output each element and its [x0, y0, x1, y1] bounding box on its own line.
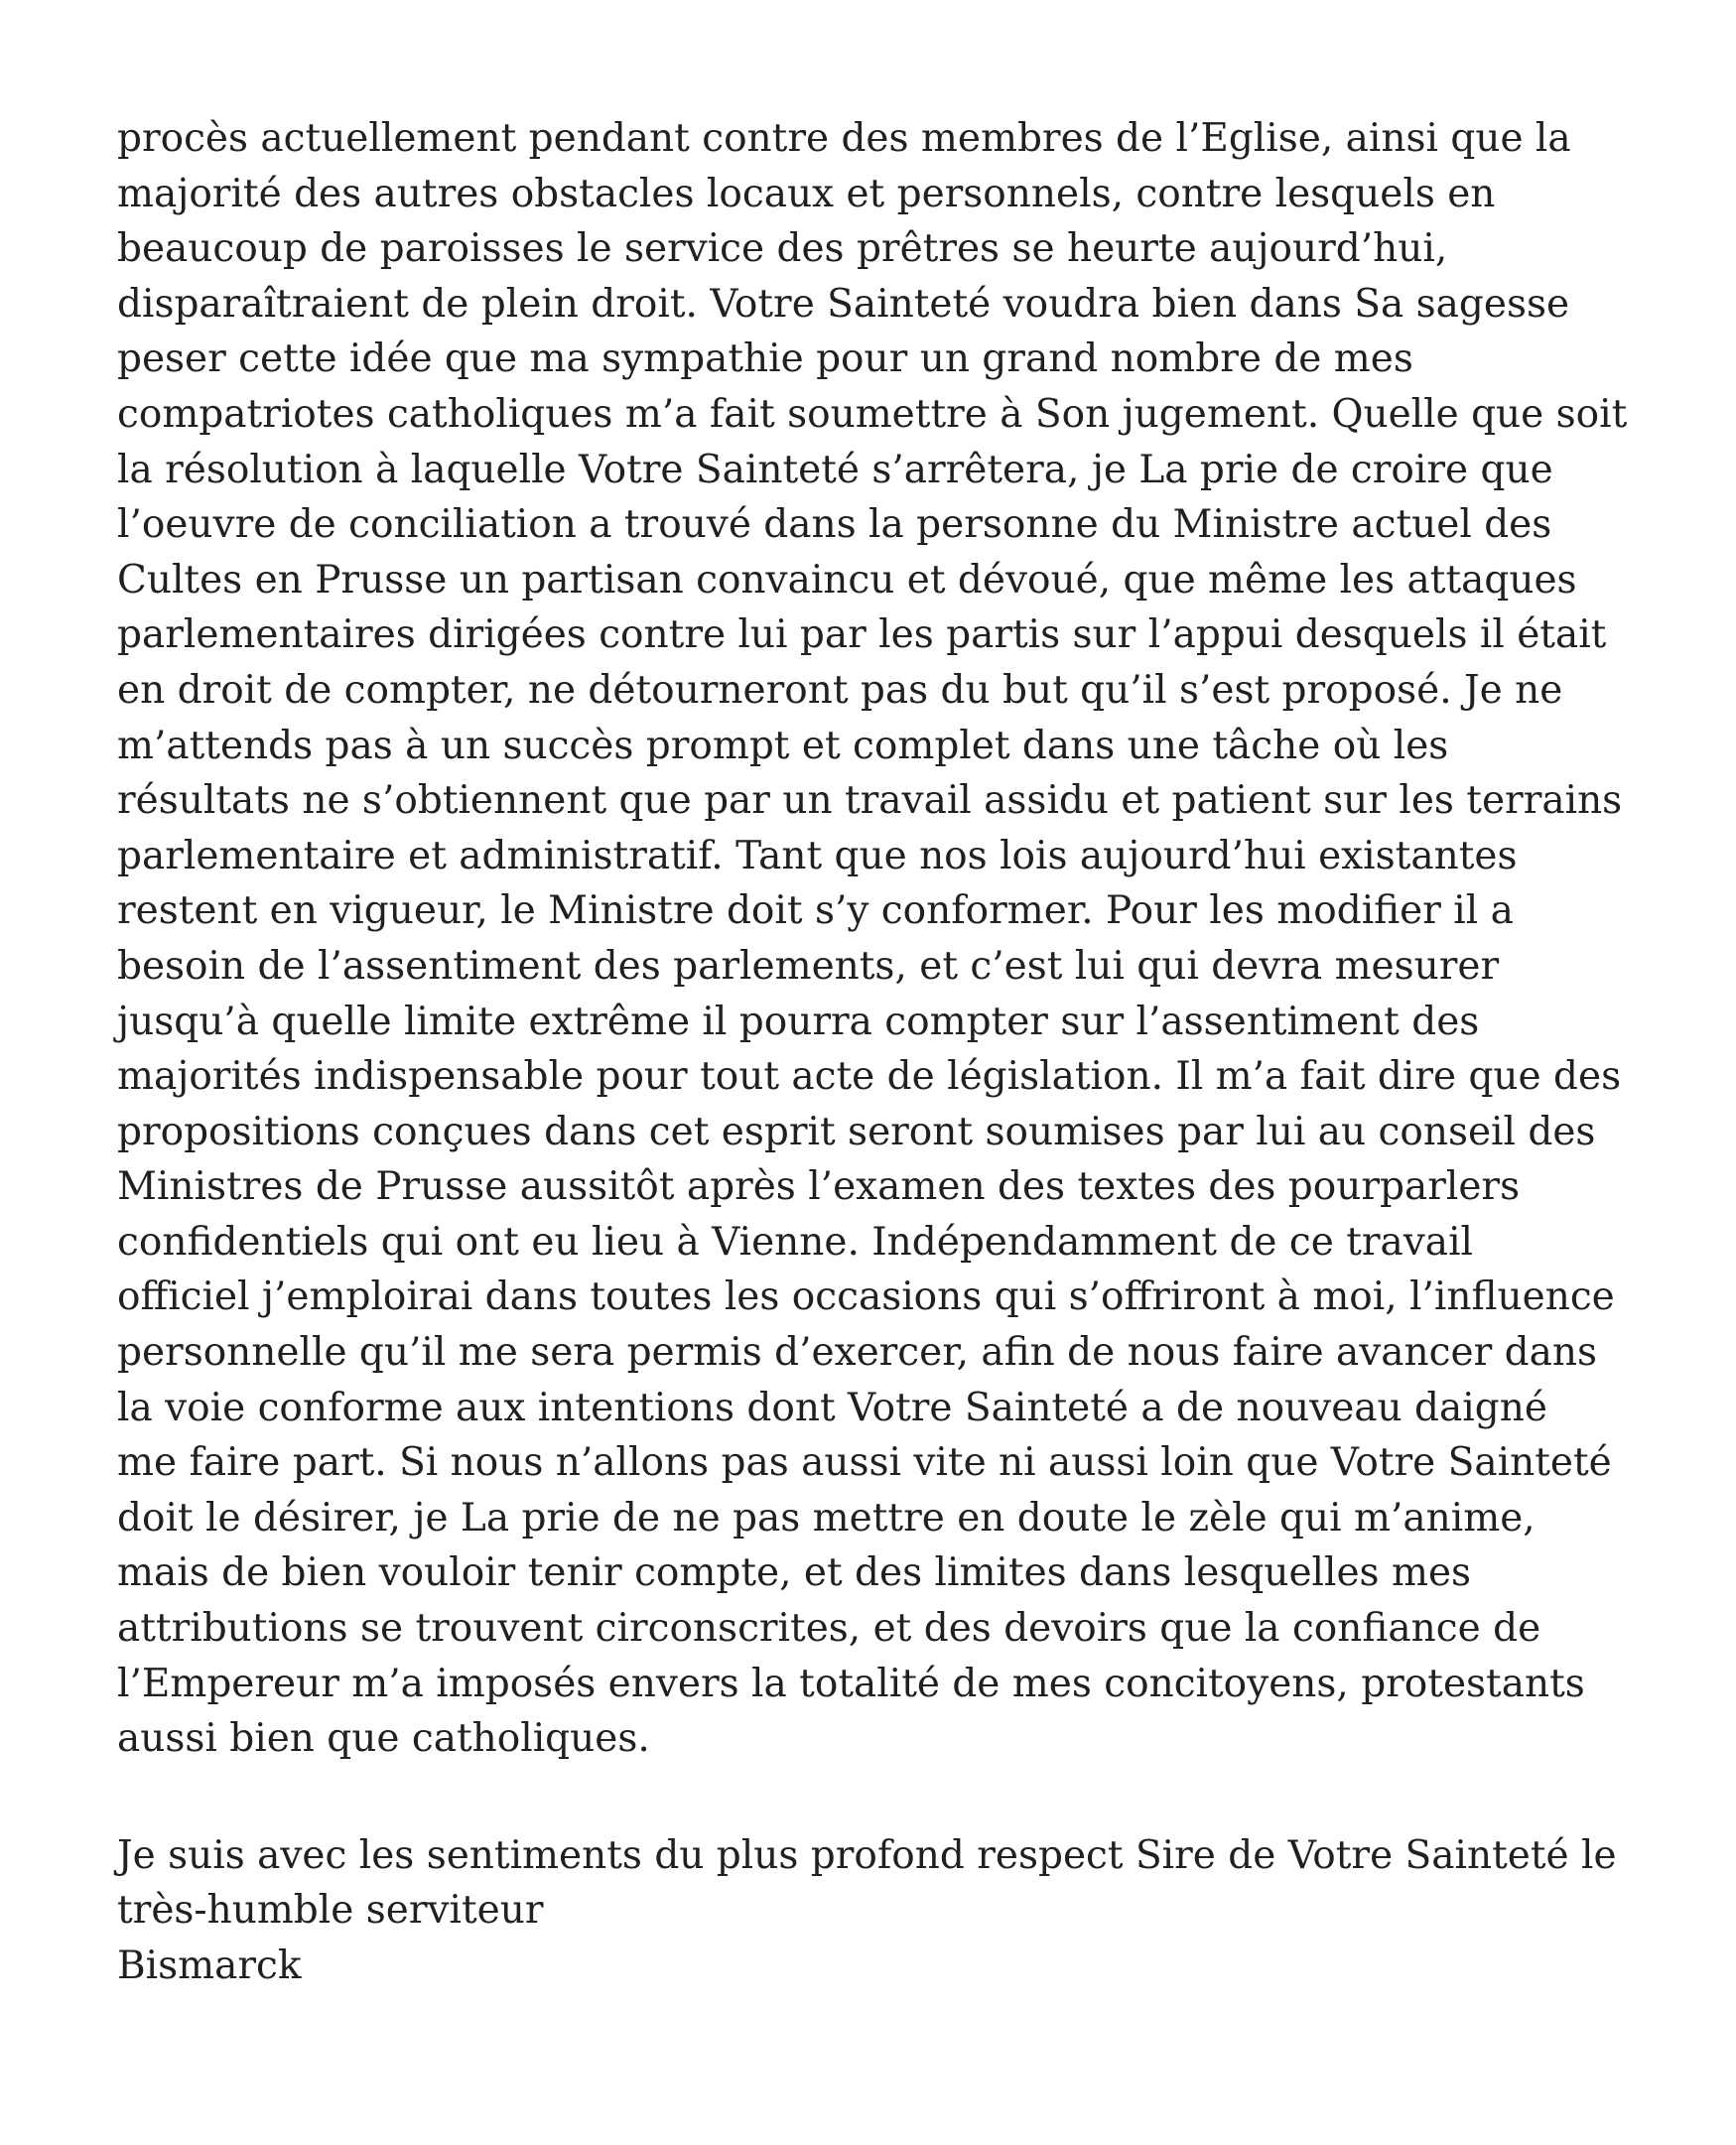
- letter-body: [117, 111, 1636, 1767]
- body-line: procès actuellement pendant contre des membres de l’Eglise, ainsi que la: [117, 116, 1571, 161]
- body-line: personnelle qu’il me sera permis d’exercer, afin de nous faire avancer dans: [117, 1330, 1597, 1376]
- body-line: compatriotes catholiques m’a fait soumettre à Son jugement. Quelle que soit: [117, 391, 1628, 437]
- body-line: attributions se trouvent circonscrites, et des devoirs que la confiance de: [117, 1606, 1541, 1652]
- body-line: officiel j’emploirai dans toutes les occasions qui s’offriront à moi, l’influence: [117, 1274, 1615, 1320]
- body-line: me faire part. Si nous n’allons pas aussi vite ni aussi loin que Votre Sainteté: [117, 1440, 1612, 1486]
- body-line: restent en vigueur, le Ministre doit s’y conformer. Pour les modifier il a: [117, 888, 1514, 934]
- body-line: peser cette idée que ma sympathie pour un grand nombre de mes: [117, 336, 1413, 382]
- body-line: parlementaires dirigées contre lui par les partis sur l’appui desquels il était: [117, 612, 1607, 658]
- body-line: doit le désirer, je La prie de ne pas mettre en doute le zèle qui m’anime,: [117, 1495, 1536, 1541]
- body-line: la voie conforme aux intentions dont Votre Sainteté a de nouveau daigné: [117, 1385, 1547, 1430]
- body-line: l’oeuvre de conciliation a trouvé dans la personne du Ministre actuel des: [117, 502, 1552, 548]
- signature: Bismarck: [117, 1944, 302, 1988]
- body-line: en droit de compter, ne détourneront pas du but qu’il s’est proposé. Je ne: [117, 667, 1563, 713]
- letter-closing: [117, 1828, 1636, 1994]
- closing-line: Je suis avec les sentiments du plus profond respect Sire de Votre Sainteté le: [117, 1832, 1617, 1878]
- body-line: Ministres de Prusse aussitôt après l’examen des textes des pourparlers: [117, 1164, 1521, 1210]
- body-line: confidentiels qui ont eu lieu à Vienne. Indépendamment de ce travail: [117, 1219, 1474, 1265]
- paragraph-gap: [117, 1767, 1636, 1828]
- body-line: propositions conçues dans cet esprit seront soumises par lui au conseil des: [117, 1109, 1596, 1154]
- body-line: beaucoup de paroisses le service des prêtres se heurte aujourd’hui,: [117, 226, 1448, 272]
- body-line: majorité des autres obstacles locaux et personnels, contre lesquels en: [117, 171, 1496, 216]
- body-line: Cultes en Prusse un partisan convaincu et dévoué, que même les attaques: [117, 557, 1577, 603]
- body-line: parlementaire et administratif. Tant que nos lois aujourd’hui existantes: [117, 833, 1518, 878]
- body-line: besoin de l’assentiment des parlements, et c’est lui qui devra mesurer: [117, 943, 1500, 989]
- body-line: mais de bien vouloir tenir compte, et des limites dans lesquelles mes: [117, 1550, 1472, 1596]
- body-line: la résolution à laquelle Votre Sainteté s’arrêtera, je La prie de croire que: [117, 447, 1553, 492]
- body-line: majorités indispensable pour tout acte de législation. Il m’a fait dire que des: [117, 1054, 1622, 1100]
- body-line: m’attends pas à un succès prompt et complet dans une tâche où les: [117, 723, 1449, 768]
- body-line: résultats ne s’obtiennent que par un travail assidu et patient sur les terrains: [117, 778, 1623, 824]
- closing-line: très-humble serviteur: [117, 1888, 544, 1934]
- letter-page: [117, 111, 1636, 1994]
- body-line: jusqu’à quelle limite extrême il pourra compter sur l’assentiment des: [117, 999, 1480, 1044]
- body-line: disparaîtraient de plein droit. Votre Sainteté voudra bien dans Sa sagesse: [117, 281, 1570, 327]
- body-line: l’Empereur m’a imposés envers la totalité de mes concitoyens, protestants: [117, 1661, 1585, 1706]
- body-line: aussi bien que catholiques.: [117, 1716, 650, 1762]
